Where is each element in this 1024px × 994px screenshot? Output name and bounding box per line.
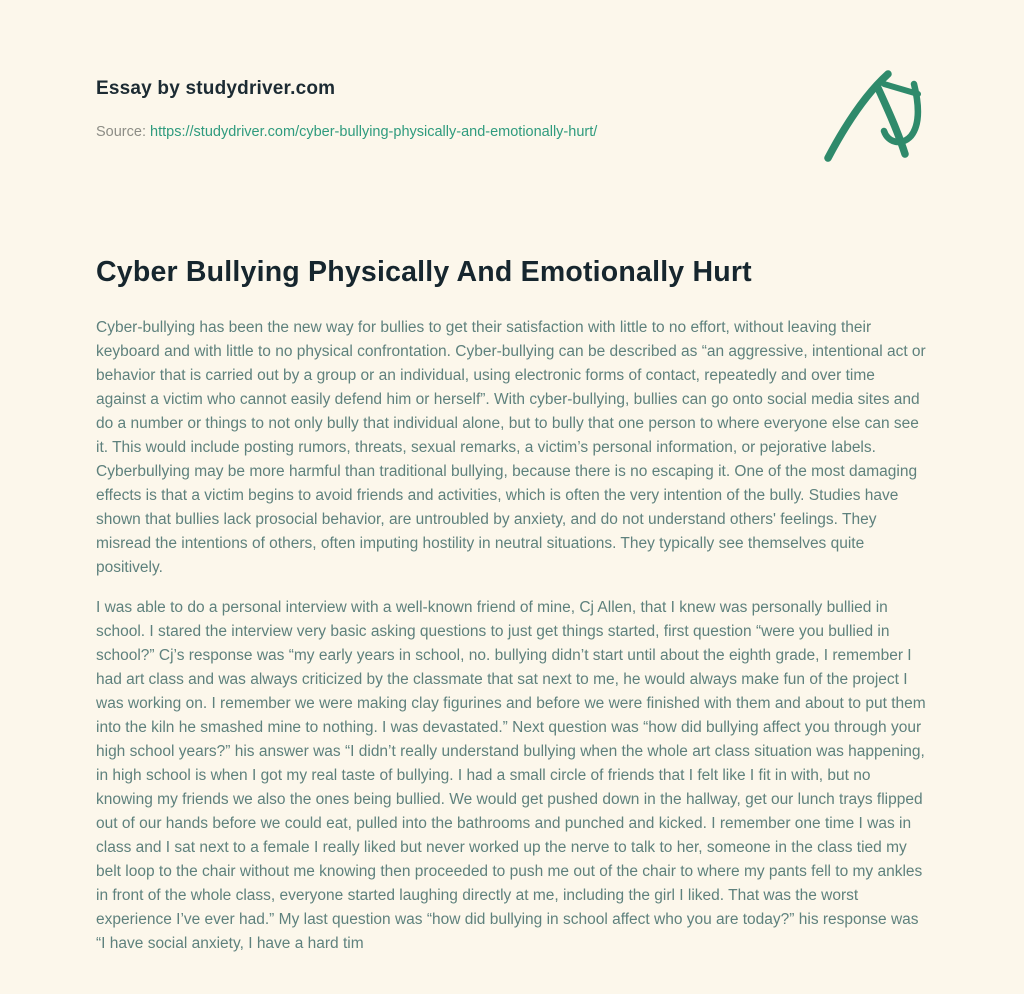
source-line (96, 124, 928, 140)
studydriver-logo-icon (822, 68, 930, 164)
essay-paragraph-1: Cyber-bullying has been the new way for bullies to get their satisfaction with little to no effort, without leaving their keyboard and with little to no physical confrontation. Cyber-bullying can be described as “an aggressive, intentional act or behavior that is carried out by a group or an individual, using electronic forms of contact, repeatedly and over time against a victim who cannot easily defend him or herself”. With cyber-bullying, bullies can go onto social media sites and do a number or things to not only bully that individual alone, but to bully that one person to where everyone else can see it. This would include posting rumors, threats, sexual remarks, a victim’s personal information, or pejorative labels. Cyberbullying may be more harmful than traditional bullying, because there is no escaping it. One of the most damaging effects is that a victim begins to avoid friends and activities, which is often the very intention of the bully. Studies have shown that bullies lack prosocial behavior, are untroubled by anxiety, and do not understand others' feelings. They misread the intentions of others, often imputing hostility in neutral situations. They typically see themselves quite positively. (96, 319, 926, 576)
source-url-link[interactable]: https://studydriver.com/cyber-bullying-physically-and-emotionally-hurt/ (150, 124, 598, 140)
page-header (96, 78, 928, 140)
header-title: Essay by studydriver.com (96, 78, 336, 99)
source-label: Source: (96, 124, 146, 140)
essay-content (96, 256, 928, 956)
essay-title: Cyber Bullying Physically And Emotionally Hurt (96, 256, 752, 288)
essay-paragraph-2: I was able to do a personal interview with a well-known friend of mine, Cj Allen, that I knew was personally bullied in school. I stared the interview very basic asking questions to just get things started, first question “were you bullied in school?” Cj’s response was “my early years in school, no. bullying didn’t start until about the eighth grade, I remember I had art class and was always criticized by the classmate that sat next to me, he would always make fun of the project I was working on. I remember we were making clay figurines and before we were finished with them and about to put them into the kiln he smashed mine to nothing. I was devastated.” Next question was “how did bullying affect you through your high school years?” his answer was “I didn’t really understand bullying when the whole art class situation was happening, in high school is when I got my real taste of bullying. I had a small circle of friends that I felt like I fit in with, but no knowing my friends we also the ones being bullied. We would get pushed down in the hallway, get our lunch trays flipped out of our hands before we could eat, pulled into the bathrooms and punched and kicked. I remember one time I was in class and I sat next to a female I really liked but never worked up the nerve to talk to her, someone in the class tied my belt loop to the chair without me knowing then proceeded to push me out of the chair to where my pants fell to my ankles in front of the whole class, everyone started laughing directly at me, including the girl I liked. That was the worst experience I’ve ever had.” My last question was “how did bullying in school affect who you are today?” his response was “I have social anxiety, I have a hard tim (96, 599, 926, 952)
